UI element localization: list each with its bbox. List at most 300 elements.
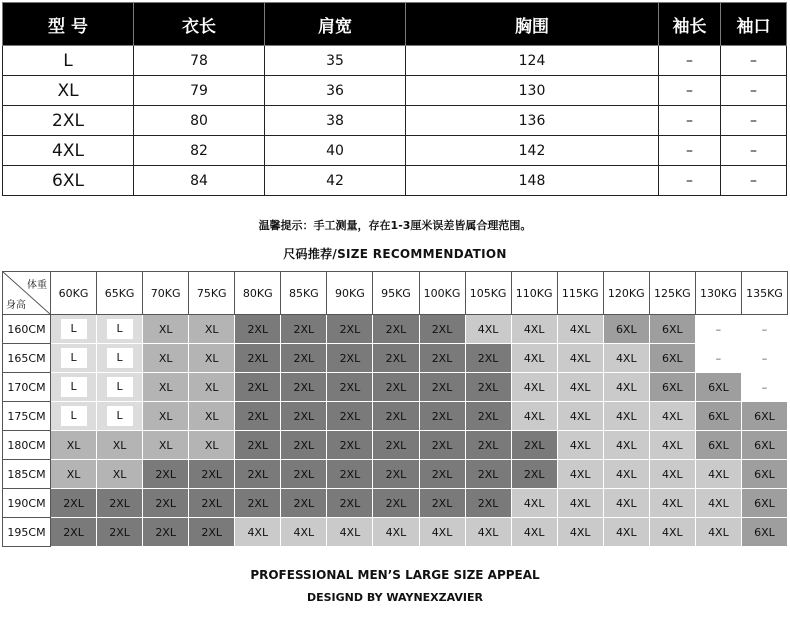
header-chest: 胸围 [406, 3, 659, 46]
size-cell [143, 344, 189, 373]
measurement-cell: 80 [134, 106, 265, 136]
measurement-cell: 124 [406, 46, 659, 76]
measurement-cell: – [659, 166, 721, 196]
size-cell [235, 315, 281, 344]
height-row [3, 518, 788, 547]
measurement-cell: 136 [406, 106, 659, 136]
size-cell [695, 518, 741, 547]
height-label: 190CM [3, 489, 51, 518]
size-cell [649, 315, 695, 344]
size-value: L [61, 406, 87, 426]
size-value: 2XL [155, 496, 176, 510]
size-value: 6XL [662, 351, 683, 365]
size-cell [97, 489, 143, 518]
size-value: 4XL [708, 525, 729, 539]
size-value: 4XL [523, 351, 545, 365]
size-cell [97, 518, 143, 547]
measurement-body [3, 46, 787, 196]
size-cell [373, 315, 419, 344]
height-label: 185CM [3, 460, 51, 489]
size-value: 2XL [339, 438, 361, 452]
weight-header: 120KG [603, 272, 649, 315]
size-value: 4XL [708, 496, 729, 510]
size-cell [327, 460, 373, 489]
size-value: 2XL [385, 438, 407, 452]
measurement-cell: 148 [406, 166, 659, 196]
weight-header: 80KG [235, 272, 281, 315]
size-cell [51, 489, 97, 518]
size-cell [465, 402, 511, 431]
size-value: 4XL [662, 409, 683, 423]
header-model: 型 号 [3, 3, 134, 46]
size-value: – [715, 322, 722, 336]
size-value: 4XL [615, 438, 637, 452]
size-value: 4XL [569, 496, 591, 510]
size-cell [281, 431, 327, 460]
size-value: 4XL [569, 351, 591, 365]
size-value: 2XL [247, 351, 269, 365]
size-cell [419, 402, 465, 431]
size-cell [51, 402, 97, 431]
size-value: 4XL [615, 351, 637, 365]
size-cell [419, 431, 465, 460]
size-cell [235, 373, 281, 402]
size-value: 2XL [293, 380, 315, 394]
size-cell [51, 460, 97, 489]
size-value: 6XL [662, 380, 683, 394]
size-cell [511, 489, 557, 518]
size-cell [741, 373, 787, 402]
size-value: 2XL [293, 496, 315, 510]
size-value: 4XL [662, 525, 683, 539]
size-value: 2XL [431, 322, 453, 336]
size-value: 2XL [247, 380, 269, 394]
size-value: XL [112, 438, 127, 452]
size-cell [465, 315, 511, 344]
height-row [3, 344, 788, 373]
size-cell [557, 489, 603, 518]
size-value: 4XL [293, 525, 315, 539]
size-cell [373, 431, 419, 460]
size-cell [695, 402, 741, 431]
size-cell [649, 373, 695, 402]
weight-header: 95KG [373, 272, 419, 315]
size-value: 4XL [708, 467, 729, 481]
size-cell [557, 431, 603, 460]
size-value: 2XL [385, 467, 407, 481]
size-cell [465, 344, 511, 373]
footer-designer: DESIGND BY WAYNEXZAVIER [306, 591, 484, 604]
size-cell [465, 489, 511, 518]
measurement-cell: – [721, 46, 787, 76]
weight-header: 105KG [465, 272, 511, 315]
size-value: 4XL [569, 409, 591, 423]
size-value: XL [158, 409, 173, 423]
size-cell [649, 460, 695, 489]
size-value: 6XL [754, 438, 775, 452]
size-value: L [107, 348, 133, 368]
size-cell [97, 373, 143, 402]
weight-header: 85KG [281, 272, 327, 315]
size-cell [281, 489, 327, 518]
size-cell [649, 402, 695, 431]
size-value: L [61, 348, 87, 368]
size-value: 2XL [201, 496, 223, 510]
size-value: 2XL [477, 380, 499, 394]
height-label: 170CM [3, 373, 51, 402]
size-cell [465, 431, 511, 460]
size-value: 2XL [339, 351, 361, 365]
size-value: 2XL [523, 467, 545, 481]
weight-header: 100KG [419, 272, 465, 315]
measurement-cell: 79 [134, 76, 265, 106]
size-cell [143, 518, 189, 547]
height-label: 180CM [3, 431, 51, 460]
size-cell [51, 344, 97, 373]
size-cell [327, 402, 373, 431]
size-value: 2XL [201, 467, 223, 481]
header-sleeve: 袖长 [659, 3, 721, 46]
measurement-cell: – [721, 106, 787, 136]
size-cell [327, 344, 373, 373]
measurement-cell: 82 [134, 136, 265, 166]
size-cell [741, 315, 787, 344]
weight-header: 70KG [143, 272, 189, 315]
size-cell [51, 373, 97, 402]
size-value: 2XL [385, 496, 407, 510]
size-cell [695, 373, 741, 402]
size-value: 2XL [293, 322, 315, 336]
size-cell [557, 460, 603, 489]
size-value: 2XL [247, 409, 269, 423]
size-value: 4XL [523, 322, 545, 336]
weight-header: 110KG [511, 272, 557, 315]
size-value: 2XL [293, 409, 315, 423]
size-cell [281, 460, 327, 489]
size-value: 6XL [708, 438, 729, 452]
size-cell [51, 518, 97, 547]
weight-header: 115KG [557, 272, 603, 315]
measurement-cell: – [721, 136, 787, 166]
size-cell [235, 431, 281, 460]
size-value: 2XL [339, 409, 361, 423]
weight-header-row [3, 272, 788, 315]
size-value: 2XL [155, 525, 176, 539]
size-cell [511, 402, 557, 431]
size-cell [649, 344, 695, 373]
size-value: 2XL [109, 525, 130, 539]
size-cell [281, 344, 327, 373]
size-value: 2XL [477, 409, 499, 423]
size-value: XL [112, 467, 127, 481]
measurement-cell: 35 [265, 46, 406, 76]
size-cell [419, 518, 465, 547]
size-cell [97, 460, 143, 489]
size-value: L [107, 406, 133, 426]
size-cell [557, 518, 603, 547]
size-value: XL [158, 351, 173, 365]
height-row [3, 431, 788, 460]
size-cell [557, 402, 603, 431]
size-value: L [61, 319, 87, 339]
size-value: – [761, 351, 768, 365]
size-cell [281, 518, 327, 547]
size-value: XL [204, 409, 219, 423]
size-cell [557, 344, 603, 373]
size-value: 4XL [569, 467, 591, 481]
size-cell [235, 344, 281, 373]
size-value: 2XL [385, 351, 407, 365]
size-cell [465, 518, 511, 547]
size-cell [189, 431, 235, 460]
header-cuff: 袖口 [721, 3, 787, 46]
size-value: 2XL [247, 322, 269, 336]
size-value: 4XL [615, 467, 637, 481]
size-value: 4XL [615, 496, 637, 510]
size-cell [373, 518, 419, 547]
measurement-row [3, 76, 787, 106]
size-cell [603, 344, 649, 373]
size-cell [511, 460, 557, 489]
size-value: 4XL [662, 496, 683, 510]
size-cell [511, 431, 557, 460]
size-value: 4XL [569, 380, 591, 394]
size-cell [327, 518, 373, 547]
size-cell [281, 315, 327, 344]
size-cell [143, 431, 189, 460]
size-value: 4XL [569, 525, 591, 539]
size-value: 6XL [615, 322, 637, 336]
corner-weight-label: 体重 [27, 280, 47, 291]
size-value: 2XL [339, 380, 361, 394]
size-value: 2XL [247, 438, 269, 452]
size-value: 6XL [708, 409, 729, 423]
size-value: XL [204, 380, 219, 394]
size-value: XL [66, 467, 81, 481]
size-value: 2XL [523, 438, 545, 452]
height-row [3, 489, 788, 518]
measurement-cell: 42 [265, 166, 406, 196]
size-cell [189, 402, 235, 431]
size-value: 2XL [477, 496, 499, 510]
size-cell [143, 489, 189, 518]
height-row [3, 460, 788, 489]
size-value: XL [204, 322, 219, 336]
corner-height-label: 身高 [6, 300, 26, 311]
size-cell [603, 518, 649, 547]
size-cell [327, 373, 373, 402]
size-value: 4XL [615, 409, 637, 423]
height-label: 195CM [3, 518, 51, 547]
size-cell [51, 315, 97, 344]
size-cell [189, 460, 235, 489]
measurement-cell: 38 [265, 106, 406, 136]
size-value: 2XL [431, 438, 453, 452]
size-value: 2XL [431, 380, 453, 394]
size-cell [511, 373, 557, 402]
size-cell [603, 402, 649, 431]
size-cell [281, 373, 327, 402]
size-cell [143, 460, 189, 489]
size-cell [189, 518, 235, 547]
size-value: 2XL [385, 380, 407, 394]
size-cell [97, 344, 143, 373]
size-cell [235, 489, 281, 518]
size-cell [695, 489, 741, 518]
size-value: 4XL [615, 525, 637, 539]
measurement-cell: 40 [265, 136, 406, 166]
weight-header: 65KG [97, 272, 143, 315]
size-value: 4XL [431, 525, 453, 539]
size-cell [465, 460, 511, 489]
size-value: 2XL [431, 467, 453, 481]
size-value: 4XL [569, 322, 591, 336]
size-cell [373, 460, 419, 489]
size-cell [97, 431, 143, 460]
size-value: 2XL [247, 467, 269, 481]
size-value: L [61, 377, 87, 397]
size-value: XL [158, 322, 173, 336]
footer-tagline: PROFESSIONAL MEN’S LARGE SIZE APPEAL [250, 568, 540, 582]
measurement-cell: 78 [134, 46, 265, 76]
measurement-cell: 84 [134, 166, 265, 196]
size-value: 4XL [523, 525, 545, 539]
size-cell [189, 373, 235, 402]
size-cell [741, 518, 787, 547]
size-label: 4XL [3, 136, 134, 166]
size-cell [741, 344, 787, 373]
recommendation-body [3, 315, 788, 547]
measurement-row [3, 46, 787, 76]
size-value: 2XL [339, 496, 361, 510]
size-value: L [107, 377, 133, 397]
size-cell [741, 402, 787, 431]
size-cell [649, 518, 695, 547]
size-cell [51, 431, 97, 460]
size-value: 2XL [293, 351, 315, 365]
size-cell [557, 373, 603, 402]
size-recommendation-grid [2, 271, 788, 547]
measurement-row [3, 166, 787, 196]
weight-header: 130KG [695, 272, 741, 315]
size-cell [419, 460, 465, 489]
size-cell [419, 315, 465, 344]
measurement-note: 温馨提示：手工测量，存在1-3厘米误差皆属合理范围。 [258, 219, 532, 232]
size-label: XL [3, 76, 134, 106]
weight-header: 135KG [741, 272, 787, 315]
size-cell [603, 315, 649, 344]
size-value: 4XL [339, 525, 361, 539]
weight-header: 90KG [327, 272, 373, 315]
measurement-row [3, 136, 787, 166]
size-cell [419, 344, 465, 373]
size-value: 4XL [477, 322, 499, 336]
size-cell [235, 402, 281, 431]
size-cell [143, 373, 189, 402]
size-cell [235, 518, 281, 547]
weight-header: 60KG [51, 272, 97, 315]
header-length: 衣长 [134, 3, 265, 46]
size-cell [511, 344, 557, 373]
size-value: 2XL [247, 496, 269, 510]
size-cell [419, 489, 465, 518]
size-cell [695, 431, 741, 460]
size-cell [235, 460, 281, 489]
size-value: 2XL [385, 409, 407, 423]
size-value: 2XL [431, 496, 453, 510]
size-cell [649, 489, 695, 518]
size-value: XL [204, 438, 219, 452]
size-cell [557, 315, 603, 344]
size-value: 4XL [569, 438, 591, 452]
height-label: 160CM [3, 315, 51, 344]
size-label: 2XL [3, 106, 134, 136]
size-cell [419, 373, 465, 402]
size-cell [373, 402, 419, 431]
size-value: 2XL [431, 351, 453, 365]
size-value: 2XL [201, 525, 223, 539]
size-cell [189, 489, 235, 518]
size-cell [97, 402, 143, 431]
measurement-cell: – [659, 76, 721, 106]
size-cell [143, 315, 189, 344]
size-value: 6XL [754, 409, 775, 423]
size-value: 6XL [754, 496, 775, 510]
size-value: 2XL [477, 351, 499, 365]
size-value: 6XL [708, 380, 729, 394]
size-cell [511, 315, 557, 344]
size-value: 4XL [385, 525, 407, 539]
size-cell [603, 373, 649, 402]
size-cell [373, 344, 419, 373]
size-cell [603, 431, 649, 460]
size-value: 4XL [662, 467, 683, 481]
height-row [3, 315, 788, 344]
measurement-cell: 130 [406, 76, 659, 106]
size-value: 2XL [155, 467, 176, 481]
size-cell [189, 315, 235, 344]
size-value: 2XL [293, 467, 315, 481]
size-value: 2XL [477, 438, 499, 452]
weight-header: 125KG [649, 272, 695, 315]
size-value: XL [204, 351, 219, 365]
size-cell [327, 431, 373, 460]
size-value: 2XL [385, 322, 407, 336]
size-cell [327, 489, 373, 518]
size-cell [649, 431, 695, 460]
size-value: 2XL [293, 438, 315, 452]
size-value: 4XL [523, 496, 545, 510]
size-value: 2XL [431, 409, 453, 423]
recommendation-title: 尺码推荐/SIZE RECOMMENDATION [283, 247, 507, 261]
grid-corner [3, 272, 51, 315]
height-row [3, 373, 788, 402]
size-cell [695, 315, 741, 344]
measurement-cell: – [721, 76, 787, 106]
measurement-cell: 36 [265, 76, 406, 106]
measurement-cell: – [659, 136, 721, 166]
measurement-cell: – [721, 166, 787, 196]
height-row [3, 402, 788, 431]
size-label: L [3, 46, 134, 76]
height-label: 175CM [3, 402, 51, 431]
size-cell [603, 460, 649, 489]
size-cell [373, 373, 419, 402]
size-value: 4XL [615, 380, 637, 394]
size-value: XL [66, 438, 81, 452]
size-cell [143, 402, 189, 431]
size-value: 2XL [109, 496, 130, 510]
